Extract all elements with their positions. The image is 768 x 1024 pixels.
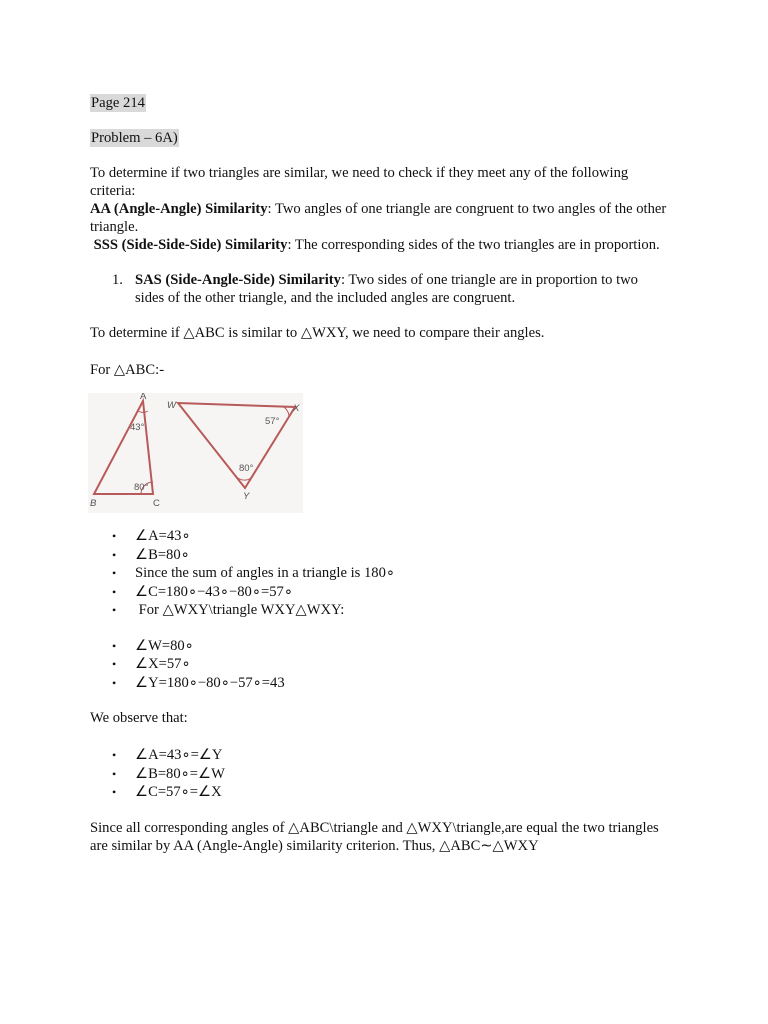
angle-x-value: 57°	[265, 416, 280, 427]
list-item: • For △WXY\triangle WXY△WXY:	[112, 602, 345, 618]
aa-title: AA (Angle-Angle) Similarity	[90, 201, 268, 217]
list-number: 1.	[112, 272, 123, 288]
aa-criterion	[90, 200, 670, 236]
angle-c-value: 80°	[134, 482, 149, 493]
triangles-figure	[88, 393, 303, 513]
list-item: • ∠C=57∘=∠X	[112, 784, 222, 800]
sss-text: : The corresponding sides of the two triangles are in proportion.	[287, 237, 660, 253]
angle-y-value: 80°	[239, 463, 254, 474]
angle-a-arc	[138, 411, 148, 412]
angle-a-value: 43°	[130, 422, 145, 433]
intro-paragraph: To determine if two triangles are similar, we need to check if they meet any of the following criteria:	[90, 165, 629, 199]
sas-title: SAS (Side-Angle-Side) Similarity	[135, 272, 341, 288]
list-item: • ∠A=43∘	[112, 528, 191, 544]
conclusion-paragraph: Since all corresponding angles of △ABC\triangle and △WXY\triangle,are equal the two triangles are similar by AA (Angle-Angle) similarity criterion. Thus, △ABC∼△WXY	[90, 819, 659, 854]
page-label: Page 214	[91, 95, 145, 111]
sss-criterion	[90, 236, 670, 254]
label-w: W	[167, 400, 176, 411]
list-item: • ∠C=180∘−43∘−80∘=57∘	[112, 583, 293, 600]
sas-criterion	[90, 271, 670, 307]
problem-label: Problem – 6A)	[91, 130, 178, 146]
list-item: • ∠A=43∘=∠Y	[112, 747, 223, 763]
abc-angle-list	[90, 527, 670, 620]
label-a: A	[140, 393, 147, 402]
aa-text: : Two angles of one triangle are congruent to two angles of the other triangle.	[90, 201, 667, 235]
sss-title: SSS (Side-Side-Side) Similarity	[93, 237, 288, 253]
numbered-list	[90, 271, 670, 307]
for-abc-label: For △ABC:-	[90, 362, 165, 378]
observe-paragraph: We observe that:	[90, 710, 188, 726]
list-item: • ∠B=80∘	[112, 546, 190, 563]
label-b: B	[90, 498, 97, 509]
compare-paragraph: To determine if △ABC is similar to △WXY, we need to compare their angles.	[90, 325, 545, 341]
list-item: • ∠W=80∘	[112, 637, 194, 654]
list-item: • Since the sum of angles in a triangle is 180∘	[112, 565, 396, 581]
list-item: • ∠B=80∘=∠W	[112, 765, 225, 782]
sas-text: : Two sides of one triangle are in proportion to two sides of the other triangle, and the included angles are congruent.	[135, 272, 638, 306]
document-page	[90, 94, 670, 855]
comparison-list	[90, 746, 670, 802]
label-y: Y	[243, 491, 250, 502]
list-item: • ∠Y=180∘−80∘−57∘=43	[112, 674, 285, 691]
wxy-angle-list	[90, 637, 670, 693]
triangles-diagram	[88, 393, 303, 513]
label-c: C	[153, 498, 160, 509]
triangle-abc	[94, 401, 153, 494]
list-item: • ∠X=57∘	[112, 656, 191, 672]
label-x: X	[293, 403, 300, 414]
